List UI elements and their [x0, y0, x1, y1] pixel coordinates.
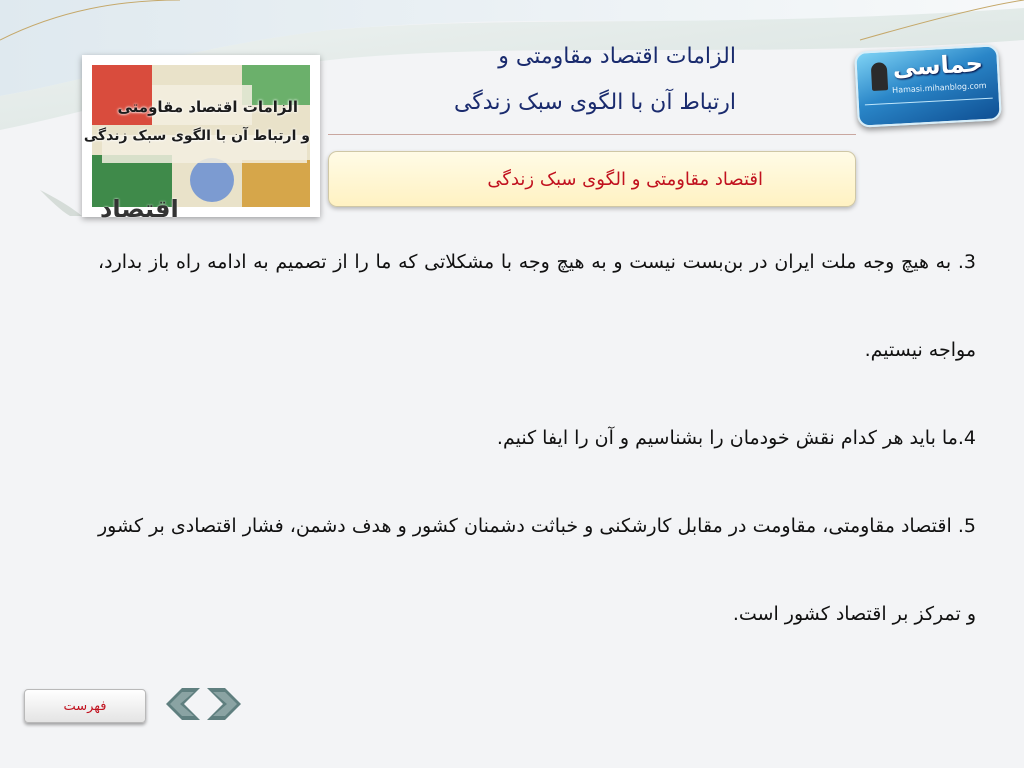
cover-thumbnail — [82, 55, 320, 223]
logo-strip — [865, 98, 994, 118]
thumbnail-line-1: الزامات اقتصاد مقاومتی — [117, 98, 298, 116]
section-banner — [328, 151, 856, 207]
previous-slide-icon[interactable] — [164, 686, 204, 722]
content-paragraph-3: 3. به هیچ وجه ملت ایران در بن‌بست نیست و به هیچ وجه با مشکلاتی که ما را از تصمیم به ادامه راه باز بدارد، مواجه نیستیم. — [98, 251, 976, 361]
logo-word: حماسی — [891, 49, 984, 82]
content-paragraph-5: 5. اقتصاد مقاومتی، مقاومت در مقابل کارشکنی و خباثت دشمنان کشور و هدف دشمن، فشار اقتصادی بر کشور و تمرکز بر اقتصاد کشور است. — [98, 515, 976, 625]
table-of-contents-button[interactable] — [24, 689, 146, 723]
slide-title-line-2: ارتباط آن با الگوی سبک زندگی — [453, 90, 736, 115]
content-paragraph-4: 4.ما باید هر کدام نقش خودمان را بشناسیم و آن را ایفا کنیم. — [496, 427, 976, 449]
thumbnail-word: اقتصاد — [100, 195, 179, 223]
table-of-contents-label: فهرست — [63, 698, 107, 714]
hamasi-logo — [854, 44, 1002, 127]
title-divider — [328, 134, 856, 135]
slide-title-line-1: الزامات اقتصاد مقاومتی و — [498, 44, 736, 69]
thumbnail-line-2: و ارتباط آن با الگوی سبک زندگی — [83, 128, 310, 144]
logo-url: Hamasi.mihanblog.com — [891, 80, 987, 95]
slide-content — [98, 236, 976, 658]
next-slide-icon[interactable] — [203, 686, 243, 722]
section-banner-text: اقتصاد مقاومتی و الگوی سبک زندگی — [487, 168, 763, 190]
portrait-icon — [871, 62, 888, 91]
